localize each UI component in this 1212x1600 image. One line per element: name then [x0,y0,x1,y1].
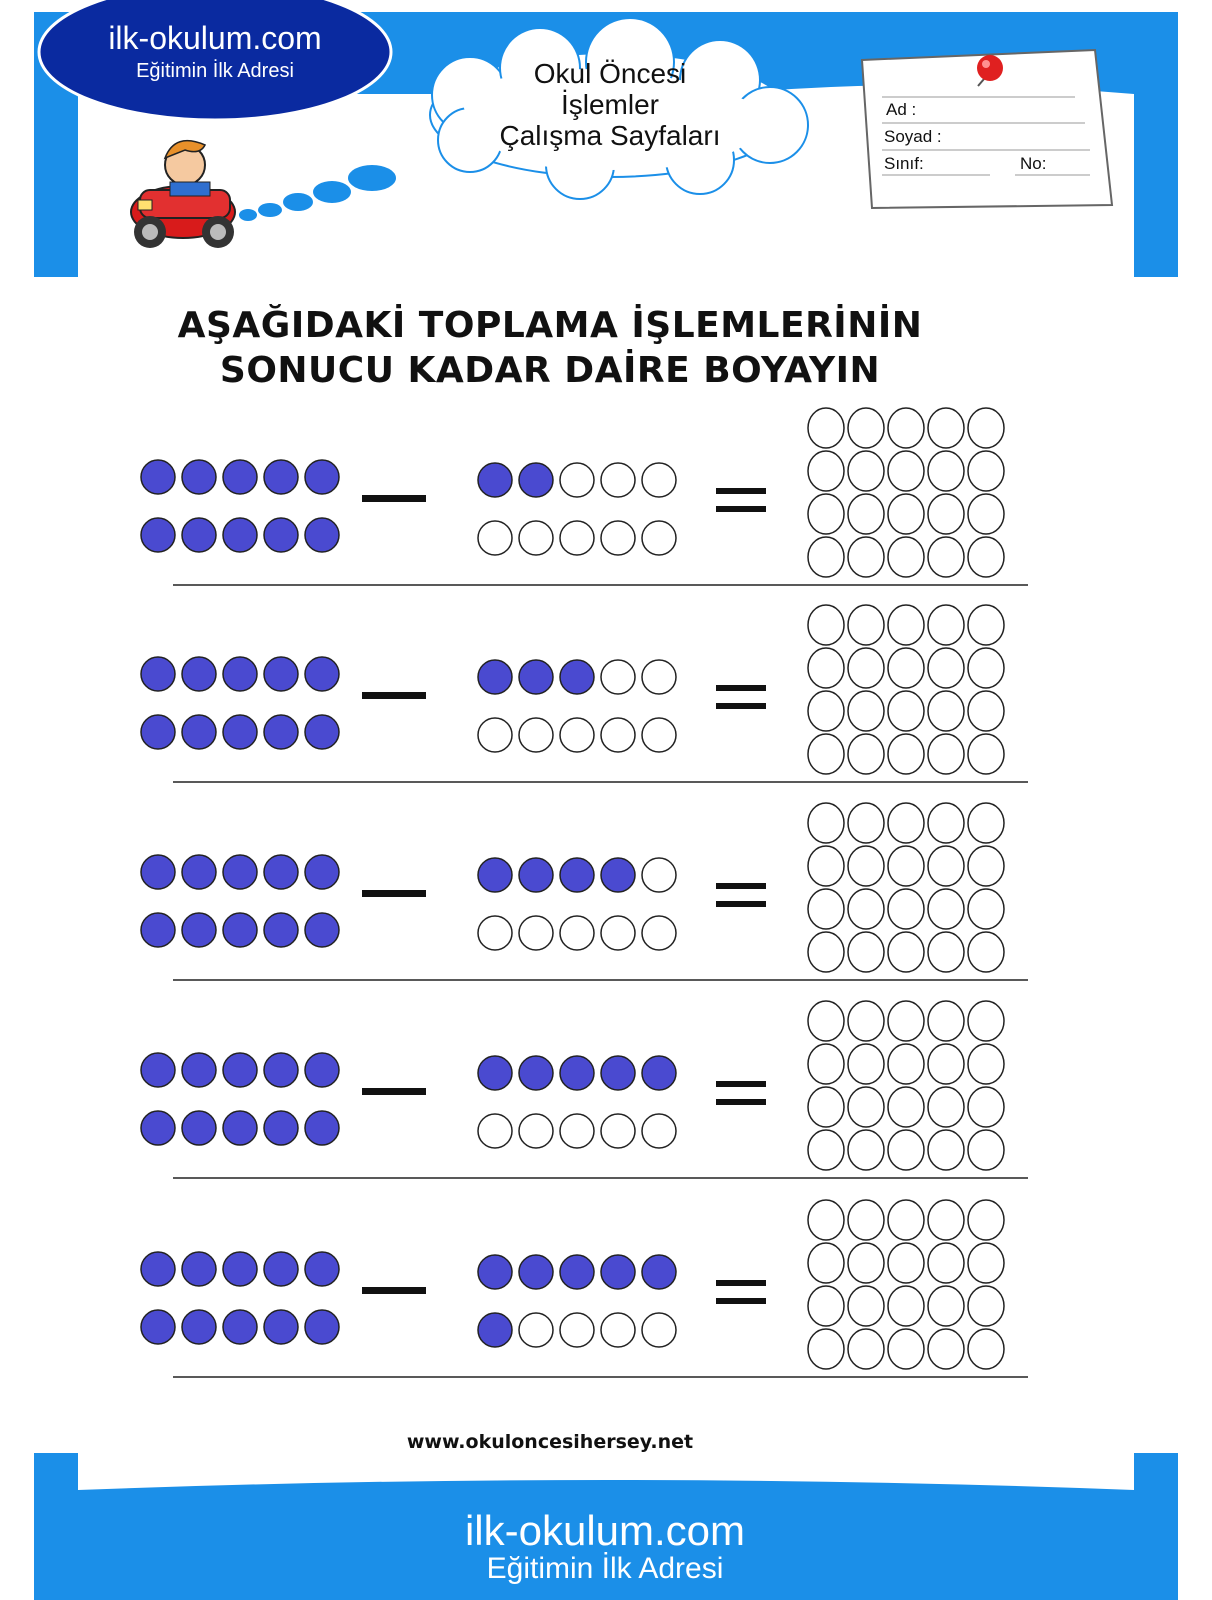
subtrahend-dot [560,1056,594,1090]
answer-circle [968,494,1004,534]
answer-circle [848,932,884,972]
minus-sign-icon [362,495,426,502]
answer-circle [928,846,964,886]
answer-circle [848,889,884,929]
subtrahend-dot [601,718,635,752]
minus-sign-icon [362,890,426,897]
minuend-dot [223,855,257,889]
minuend-dot [264,460,298,494]
cloud-line-1: Okul Öncesi [533,58,687,89]
subtrahend-dot [519,916,553,950]
subtrahend-dot [642,916,676,950]
equals-sign-bottom [716,1099,766,1105]
answer-circle [888,734,924,774]
answer-circle [968,648,1004,688]
minuend-dot [264,1252,298,1286]
answer-circle [808,408,844,448]
answer-circle [928,1286,964,1326]
answer-circle [928,1001,964,1041]
answer-circle [848,691,884,731]
logo-subtitle: Eğitimin İlk Adresi [136,60,294,82]
cloud-line-2: İşlemler [560,89,659,120]
subtrahend-dot [478,858,512,892]
minuend-dot [264,855,298,889]
subtrahend-dot [601,858,635,892]
answer-circle [928,1200,964,1240]
answer-circle [968,1200,1004,1240]
subtrahend-dot [560,1255,594,1289]
subtrahend-dot [560,718,594,752]
answer-circle [848,648,884,688]
minuend-dot [264,1111,298,1145]
answer-circle [928,932,964,972]
website-url: www.okuloncesihersey.net [406,1431,694,1453]
subtrahend-dot [560,463,594,497]
answer-circle [848,803,884,843]
subtrahend-dot [478,916,512,950]
footer-subtitle: Eğitimin İlk Adresi [486,1552,724,1585]
answer-circle [928,451,964,491]
minuend-dot [223,518,257,552]
answer-circle [888,1329,924,1369]
minuend-dot [223,1310,257,1344]
answer-circle [808,1130,844,1170]
answer-circle [968,1130,1004,1170]
answer-circle [848,1044,884,1084]
answer-circle [848,734,884,774]
minuend-dot [182,1053,216,1087]
answer-circle [848,451,884,491]
answer-circle [928,1243,964,1283]
answer-circle [968,451,1004,491]
footer-title: ilk-okulum.com [464,1507,746,1554]
answer-circle [808,1200,844,1240]
minuend-dot [305,1053,339,1087]
cloud-line-3: Çalışma Sayfaları [499,120,721,151]
answer-circle [928,1130,964,1170]
answer-circle [968,734,1004,774]
subtrahend-dot [519,1114,553,1148]
surname-field-label: Soyad : [884,127,942,146]
minuend-dot [305,715,339,749]
answer-circle [808,691,844,731]
subtrahend-dot [519,1056,553,1090]
subtrahend-dot [519,718,553,752]
minuend-dot [305,518,339,552]
answer-circle [968,889,1004,929]
minuend-dot [305,913,339,947]
minuend-dot [182,1111,216,1145]
answer-circle [968,846,1004,886]
answer-circle [888,1243,924,1283]
answer-circle [928,648,964,688]
minuend-dot [305,1310,339,1344]
answer-circle [848,408,884,448]
answer-circle [928,1044,964,1084]
answer-circle [928,691,964,731]
answer-circle [968,1286,1004,1326]
minuend-dot [182,518,216,552]
name-field-label: Ad : [886,100,917,119]
minuend-dot [141,1310,175,1344]
minuend-dot [223,1111,257,1145]
minuend-dot [141,1053,175,1087]
instruction-line-2: SONUCU KADAR DAİRE BOYAYIN [219,350,881,391]
answer-circle [968,1329,1004,1369]
minuend-dot [182,460,216,494]
minuend-dot [264,518,298,552]
subtrahend-dot [519,660,553,694]
subtrahend-dot [478,718,512,752]
answer-circle [808,494,844,534]
answer-circle [888,1286,924,1326]
minus-sign-icon [362,1088,426,1095]
answer-circle [888,408,924,448]
answer-circle [808,889,844,929]
answer-circle [808,537,844,577]
subtrahend-dot [601,660,635,694]
answer-circle [968,1044,1004,1084]
answer-circle [808,451,844,491]
minuend-dot [305,855,339,889]
answer-circle [968,408,1004,448]
subtrahend-dot [642,1255,676,1289]
equals-sign-bottom [716,1298,766,1304]
subtrahend-dot [601,1056,635,1090]
answer-circle [848,1001,884,1041]
subtrahend-dot [519,463,553,497]
answer-circle [808,1044,844,1084]
answer-circle [808,1286,844,1326]
subtrahend-dot [642,660,676,694]
class-field-label: Sınıf: [884,154,924,173]
equals-sign-top [716,685,766,691]
answer-circle [888,889,924,929]
answer-circle [848,537,884,577]
answer-circle [808,846,844,886]
subtrahend-dot [560,521,594,555]
logo-title: ilk-okulum.com [108,20,322,56]
subtrahend-dot [642,463,676,497]
answer-circle [848,1329,884,1369]
subtrahend-dot [478,1114,512,1148]
minuend-dot [182,715,216,749]
subtrahend-dot [601,1114,635,1148]
subtrahend-dot [560,1114,594,1148]
minuend-dot [182,1310,216,1344]
answer-circle [848,1087,884,1127]
answer-circle [888,846,924,886]
minuend-dot [141,657,175,691]
answer-circle [848,846,884,886]
answer-circle [928,803,964,843]
answer-circle [848,1243,884,1283]
minuend-dot [223,1053,257,1087]
answer-circle [888,451,924,491]
exercise-row-4 [141,1001,1028,1178]
answer-circle [968,691,1004,731]
minuend-dot [182,1252,216,1286]
answer-circle [808,605,844,645]
number-field-label: No: [1020,154,1047,173]
answer-circle [888,1200,924,1240]
subtrahend-dot [478,463,512,497]
subtrahend-dot [560,660,594,694]
answer-circle [888,648,924,688]
answer-circle [888,691,924,731]
answer-circle [888,1001,924,1041]
minuend-dot [264,657,298,691]
answer-circle [928,1329,964,1369]
answer-circle [888,494,924,534]
minuend-dot [264,1310,298,1344]
equals-sign-bottom [716,703,766,709]
answer-circle [848,1130,884,1170]
answer-circle [968,1243,1004,1283]
answer-circle [808,932,844,972]
subtrahend-dot [478,660,512,694]
answer-circle [968,932,1004,972]
minus-sign-icon [362,692,426,699]
answer-circle [888,1087,924,1127]
subtrahend-dot [560,1313,594,1347]
answer-circle [808,1329,844,1369]
answer-circle [928,605,964,645]
subtrahend-dot [642,718,676,752]
minuend-dot [182,657,216,691]
answer-circle [888,537,924,577]
minus-sign-icon [362,1287,426,1294]
answer-circle [808,803,844,843]
equals-sign-top [716,883,766,889]
exercise-row-1 [141,408,1028,585]
equals-sign-top [716,1081,766,1087]
answer-circle [968,1001,1004,1041]
minuend-dot [223,715,257,749]
subtrahend-dot [519,858,553,892]
answer-circle [888,1130,924,1170]
subtrahend-dot [519,521,553,555]
subtrahend-dot [601,916,635,950]
subtrahend-dot [519,1255,553,1289]
subtrahend-dot [642,1114,676,1148]
answer-circle [928,889,964,929]
answer-circle [968,537,1004,577]
answer-circle [968,803,1004,843]
answer-circle [848,1286,884,1326]
subtrahend-dot [642,858,676,892]
subtrahend-dot [478,1255,512,1289]
minuend-dot [141,855,175,889]
answer-circle [968,605,1004,645]
answer-circle [928,734,964,774]
minuend-dot [141,518,175,552]
minuend-dot [141,1252,175,1286]
answer-circle [968,1087,1004,1127]
minuend-dot [264,913,298,947]
minuend-dot [141,913,175,947]
minuend-dot [264,715,298,749]
answer-circle [928,1087,964,1127]
equals-sign-bottom [716,901,766,907]
equals-sign-top [716,488,766,494]
answer-circle [928,494,964,534]
answer-circle [808,648,844,688]
subtrahend-dot [560,916,594,950]
minuend-dot [141,1111,175,1145]
subtrahend-dot [642,1313,676,1347]
answer-circle [848,494,884,534]
subtrahend-dot [642,1056,676,1090]
subtrahend-dot [601,463,635,497]
subtrahend-dot [642,521,676,555]
equals-sign-top [716,1280,766,1286]
subtrahend-dot [478,1313,512,1347]
equals-sign-bottom [716,506,766,512]
minuend-dot [141,460,175,494]
minuend-dot [223,913,257,947]
subtrahend-dot [478,1056,512,1090]
exercise-row-3 [141,803,1028,980]
exercise-row-5 [141,1200,1028,1377]
minuend-dot [141,715,175,749]
answer-circle [928,408,964,448]
answer-circle [808,1001,844,1041]
answer-circle [808,734,844,774]
exercise-row-2 [141,605,1028,782]
answer-circle [848,1200,884,1240]
subtrahend-dot [601,521,635,555]
subtrahend-dot [601,1313,635,1347]
answer-circle [808,1243,844,1283]
minuend-dot [305,1111,339,1145]
minuend-dot [305,1252,339,1286]
minuend-dot [264,1053,298,1087]
answer-circle [888,605,924,645]
minuend-dot [182,855,216,889]
minuend-dot [223,657,257,691]
answer-circle [888,932,924,972]
instruction-line-1: AŞAĞIDAKİ TOPLAMA İŞLEMLERİNİN [177,305,923,346]
subtrahend-dot [560,858,594,892]
minuend-dot [223,1252,257,1286]
subtrahend-dot [601,1255,635,1289]
answer-circle [848,605,884,645]
minuend-dot [305,657,339,691]
answer-circle [808,1087,844,1127]
answer-circle [888,803,924,843]
minuend-dot [223,460,257,494]
minuend-dot [182,913,216,947]
minuend-dot [305,460,339,494]
subtrahend-dot [519,1313,553,1347]
answer-circle [928,537,964,577]
answer-circle [888,1044,924,1084]
subtrahend-dot [478,521,512,555]
